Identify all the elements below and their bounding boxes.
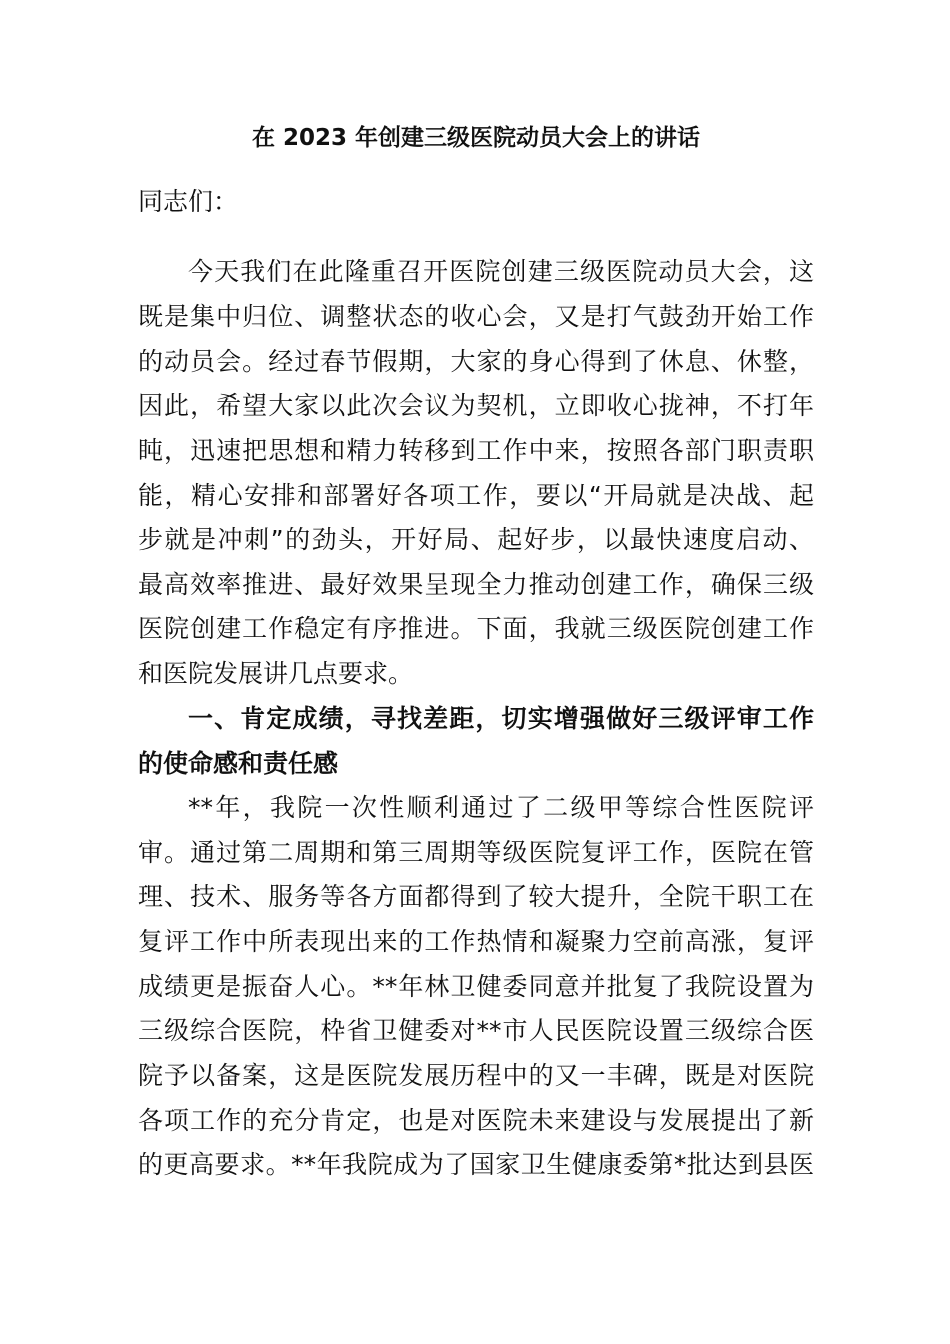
body-line: 步就是冲刺”的劲头，开好局、起好步，以最快速度启动、 — [138, 525, 814, 554]
body-line: 成绩更是振奋人心。**年林卫健委同意并批复了我院设置为 — [138, 972, 814, 1001]
body-line: 三级综合医院，枠省卫健委对**市人民医院设置三级综合医 — [138, 1016, 814, 1045]
section-heading: 的使命感和责任感 — [138, 749, 339, 778]
body-line: 的更高要求。**年我院成为了国家卫生健康委第*批达到县医 — [138, 1150, 814, 1179]
body-line: 今天我们在此隆重召开医院创建三级医院动员大会，这 — [188, 257, 814, 286]
body-line: 既是集中归位、调整状态的收心会，又是打气鼓劲开始工作 — [138, 302, 814, 331]
body-line: 各项工作的充分肯定，也是对医院未来建设与发展提出了新 — [138, 1106, 814, 1135]
document-title: 在 2023 年创建三级医院动员大会上的讲话 — [251, 125, 701, 151]
body-line: 审。通过第二周期和第三周期等级医院复评工作，医院在管 — [138, 838, 814, 867]
body-line: 最高效率推进、最好效果呈现全力推动创建工作，确保三级 — [138, 570, 814, 599]
body-line: 能，精心安排和部署好各项工作，要以“开局就是决战、起 — [138, 481, 814, 510]
body-line: 医院创建工作稳定有序推进。下面，我就三级医院创建工作 — [138, 614, 814, 643]
body-line: 院予以备案，这是医院发展历程中的又一丰碑，既是对医院 — [138, 1061, 814, 1090]
body-line: 盹，迅速把思想和精力转移到工作中来，按照各部门职责职 — [138, 436, 814, 465]
section-heading: 一、肯定成绩，寻找差距，切实增强做好三级评审工作 — [188, 704, 814, 733]
body-line: 理、技术、服务等各方面都得到了较大提升，全院干职工在 — [138, 882, 814, 911]
body-line: 的动员会。经过春节假期，大家的身心得到了休息、休整， — [138, 347, 814, 376]
body-line: **年，我院一次性顺利通过了二级甲等综合性医院评 — [188, 793, 814, 822]
body-line: 因此，希望大家以此次会议为契机，立即收心拢神，不打年 — [138, 391, 814, 420]
salutation: 同志们： — [138, 187, 239, 216]
body-line: 复评工作中所表现出来的工作热情和凝聚力空前高涨，复评 — [138, 927, 814, 956]
body-line: 和医院发展讲几点要求。 — [138, 659, 414, 688]
